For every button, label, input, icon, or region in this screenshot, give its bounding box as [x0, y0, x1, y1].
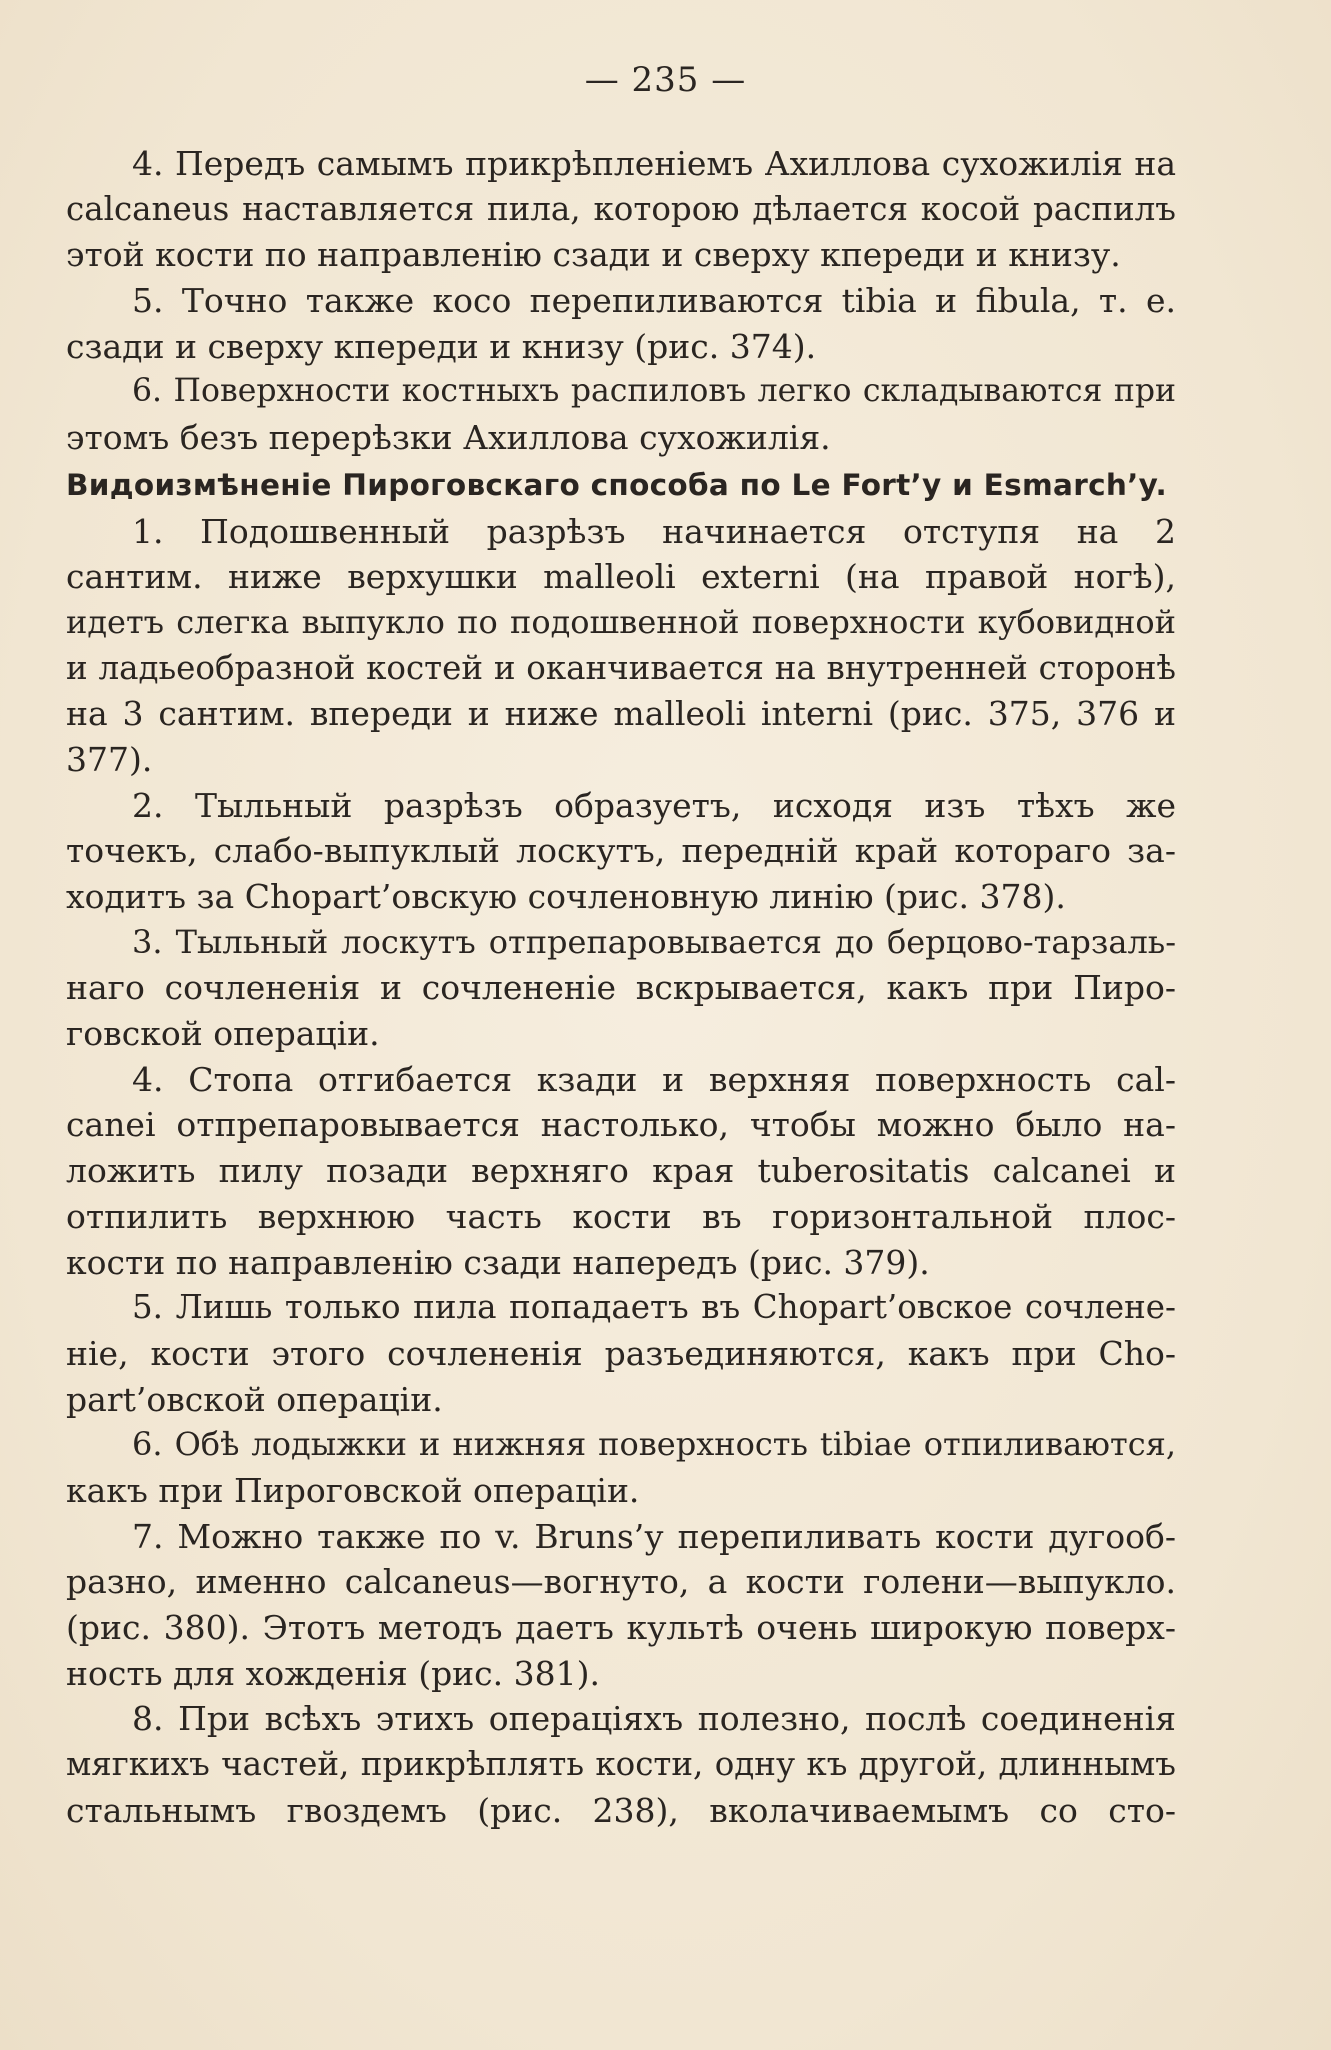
text-line: ніе, кости этого сочлененія разъединяются, какъ при Cho-: [66, 1333, 1176, 1373]
text-line: 3. Тыльный лоскутъ отпрепаровывается до берцово-тарзаль-: [132, 922, 1176, 961]
text-line: сзади и сверху кпереди и книзу (рис. 374).: [66, 326, 817, 366]
text-line: ходитъ за Chopart’овскую сочленовную линію (рис. 378).: [66, 877, 1066, 916]
text-line: 4. Передъ самымъ прикрѣпленіемъ Ахиллова сухожилія на: [132, 144, 1176, 183]
text-line: какъ при Пироговской операціи.: [66, 1470, 640, 1510]
text-line: стальнымъ гвоздемъ (рис. 238), вколачиваемымъ со сто-: [66, 1790, 1176, 1830]
text-line: сантим. ниже верхушки malleoli externi (на правой ногѣ),: [66, 557, 1176, 597]
text-line: 6. Поверхности костныхъ распиловъ легко складываются при: [132, 373, 1176, 410]
text-line: на 3 сантим. впереди и ниже malleoli interni (рис. 375, 376 и: [66, 694, 1176, 734]
section-heading: Видоизмѣненіе Пироговскаго способа по Le Fort’y и Esmarch’y.: [66, 467, 1168, 502]
text-line: ность для хожденія (рис. 381).: [66, 1653, 600, 1693]
text-line: 1. Подошвенный разрѣзъ начинается отступя на 2: [132, 511, 1176, 551]
text-line: 4. Стопа отгибается кзади и верхняя поверхность cal-: [132, 1059, 1176, 1099]
text-line: идетъ слегка выпукло по подошвенной поверхности кубовидной: [66, 602, 1176, 641]
text-line: 7. Можно также по v. Bruns’у перепиливать кости дугооб-: [132, 1516, 1176, 1556]
text-line: 5. Точно также косо перепиливаются tibia и fibula, т. е.: [132, 281, 1176, 321]
text-line: 2. Тыльный разрѣзъ образуетъ, исходя изъ тѣхъ же: [132, 785, 1176, 825]
text-line: разно, именно calcaneus—вогнуто, а кости голени—выпукло.: [66, 1562, 1176, 1602]
text-line: говской операціи.: [66, 1014, 380, 1054]
text-line: 5. Лишь только пила попадаетъ въ Chopart’овское сочлене-: [132, 1288, 1176, 1327]
text-line: calcaneus наставляется пила, которою дѣлается косой распилъ: [66, 189, 1176, 228]
text-line: этомъ безъ перерѣзки Ахиллова сухожилія.: [66, 418, 831, 458]
text-line: и ладьеобразной костей и оканчивается на внутренней сторонѣ: [66, 648, 1176, 687]
text-line: отпилить верхнюю часть кости въ горизонтальной плос-: [66, 1196, 1176, 1236]
text-line: 6. Обѣ лодыжки и нижняя поверхность tibiae отпиливаются,: [132, 1425, 1176, 1464]
page-body: [66, 141, 1176, 1833]
text-line: (рис. 380). Этотъ методъ даетъ культѣ очень широкую поверх-: [66, 1608, 1176, 1647]
text-line: 8. При всѣхъ этихъ операціяхъ полезно, послѣ соединенія: [132, 1699, 1176, 1739]
text-line: мягкихъ частей, прикрѣплять кости, одну къ другой, длиннымъ: [66, 1745, 1176, 1784]
text-line: 377).: [66, 739, 153, 779]
text-line: точекъ, слабо-выпуклый лоскутъ, передній край котораго за-: [66, 831, 1176, 871]
text-line: этой кости по направленію сзади и сверху кпереди и книзу.: [66, 235, 1121, 275]
text-line: part’овской операціи.: [66, 1379, 443, 1419]
page-number: — 235 —: [584, 60, 747, 100]
text-line: кости по направленію сзади напередъ (рис. 379).: [66, 1242, 930, 1282]
text-line: ложить пилу позади верхняго края tuberositatis calcanei и: [66, 1151, 1176, 1191]
text-line: наго сочлененія и сочлененіе вскрывается, какъ при Пиро-: [66, 968, 1176, 1008]
text-line: canei отпрепаровывается настолько, чтобы можно было на-: [66, 1105, 1176, 1145]
